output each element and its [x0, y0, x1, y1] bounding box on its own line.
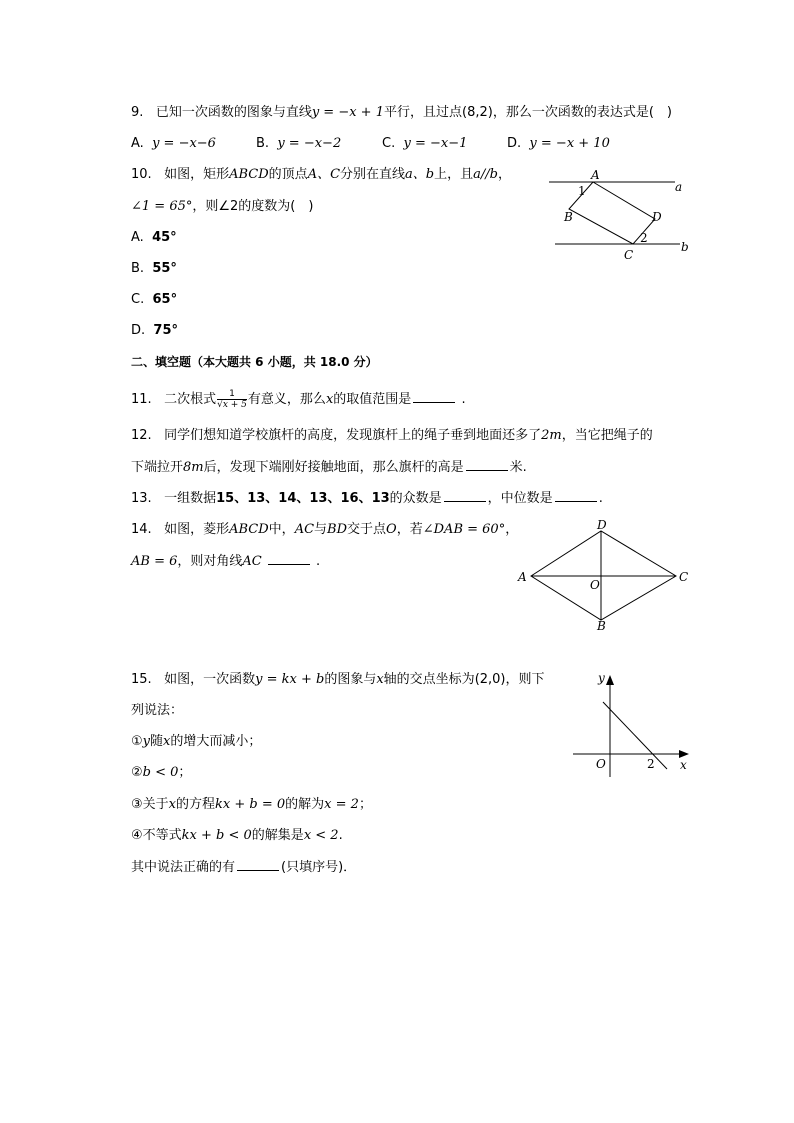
- q15-statement-3: ③关于x的方程kx + b = 0的解为x = 2；: [131, 797, 372, 812]
- q13-median-blank[interactable]: [555, 489, 597, 502]
- q15-statement-4: ④不等式kx + b < 0的解集是x < 2.: [131, 828, 343, 843]
- label-B: B: [597, 619, 606, 633]
- label-2: 2: [647, 757, 655, 771]
- q12-stem-line1: 12. 同学们想知道学校旗杆的高度，发现旗杆上的绳子垂到地面还多了2m，当它把绳子的: [131, 428, 653, 443]
- q10-number: 10.: [131, 167, 152, 182]
- section-2-title: 二、填空题（本大题共 6 小题，共 18.0 分）: [131, 355, 378, 369]
- q13-number: 13.: [131, 491, 152, 506]
- q12-number: 12.: [131, 428, 152, 443]
- label-O: O: [590, 578, 600, 592]
- label-a: a: [675, 180, 683, 194]
- q15-answer-blank[interactable]: [237, 858, 279, 871]
- label-D: D: [597, 518, 607, 532]
- q14-rhombus-figure: [510, 515, 700, 635]
- q11-number: 11.: [131, 392, 152, 407]
- q14-number: 14.: [131, 522, 152, 537]
- label-O: O: [596, 757, 606, 771]
- label-A: A: [591, 168, 600, 182]
- label-A: A: [518, 570, 527, 584]
- q10-option-c[interactable]: C. 65°: [131, 292, 178, 307]
- label-y: y: [598, 671, 605, 685]
- y-axis-arrow: [606, 675, 614, 685]
- q15-statement-1: ①y随x的增大而减小；: [131, 734, 262, 749]
- function-line: [603, 702, 667, 769]
- q9-line-expr: y = −x + 1: [311, 105, 384, 120]
- q9-option-a[interactable]: A. y = −x−6: [131, 136, 216, 151]
- q9-point: (8,2): [462, 105, 493, 120]
- q15-final-prompt: 其中说法正确的有 (只填序号)．: [131, 860, 357, 875]
- q9-number: 9.: [131, 105, 144, 120]
- q10-option-d[interactable]: D. 75°: [131, 323, 179, 338]
- q15-statement-2: ②b < 0；: [131, 765, 192, 780]
- q9-option-b[interactable]: B. y = −x−2: [256, 136, 342, 151]
- angle-2-label: 2: [640, 231, 648, 245]
- q11-stem: 11. 二次根式 $\frac{1}{√x + 5}$ 有意义，那么x的取值范围是 .: [131, 389, 466, 410]
- q15-graph-figure: [565, 665, 700, 780]
- q10-rectangle-figure: [545, 165, 695, 265]
- q14-answer-blank[interactable]: [268, 552, 310, 565]
- q14-stem-line1: 14. 如图，菱形ABCD中，AC与BD交于点O，若∠DAB = 60°，: [131, 522, 519, 537]
- q13-mode-blank[interactable]: [444, 489, 486, 502]
- q15-number: 15.: [131, 672, 152, 687]
- q11-answer-blank[interactable]: [413, 390, 455, 403]
- label-b: b: [681, 240, 689, 254]
- q10-stem-line2: ∠1 = 65°，则∠2的度数为( ): [131, 199, 314, 214]
- label-C: C: [679, 570, 689, 584]
- q15-stem-line2: 列说法：: [131, 703, 184, 718]
- label-C: C: [624, 248, 634, 262]
- q14-stem-line2: AB = 6，则对角线AC .: [131, 554, 321, 569]
- q11-fraction: $\frac{1}{√x + 5}$: [217, 389, 247, 410]
- label-x: x: [680, 758, 687, 772]
- q9-stem: 9. 已知一次函数的图象与直线y = −x + 1平行，且过点(8,2)，那么一次函数的表达式是( ): [131, 105, 672, 120]
- q10-option-b[interactable]: B. 55°: [131, 261, 177, 276]
- q10-option-a[interactable]: A. 45°: [131, 230, 177, 245]
- q9-option-d[interactable]: D. y = −x + 10: [507, 136, 610, 151]
- q13-stem: 13. 一组数据15、13、14、13、16、13的众数是 ，中位数是 .: [131, 491, 603, 506]
- x-axis-arrow: [679, 750, 689, 758]
- q10-stem-line1: 10. 如图，矩形ABCD的顶点A、C分别在直线a、b上，且a//b，: [131, 167, 511, 182]
- label-B: B: [564, 210, 573, 224]
- q12-answer-blank[interactable]: [466, 458, 508, 471]
- q12-stem-line2: 下端拉开8m后，发现下端刚好接触地面，那么旗杆的高是 米.: [131, 460, 527, 475]
- angle-1-label: 1: [578, 184, 586, 198]
- q9-option-c[interactable]: C. y = −x−1: [382, 136, 468, 151]
- q15-stem-line1: 15. 如图，一次函数y = kx + b的图象与x轴的交点坐标为(2,0)，则下: [131, 672, 545, 687]
- label-D: D: [652, 210, 662, 224]
